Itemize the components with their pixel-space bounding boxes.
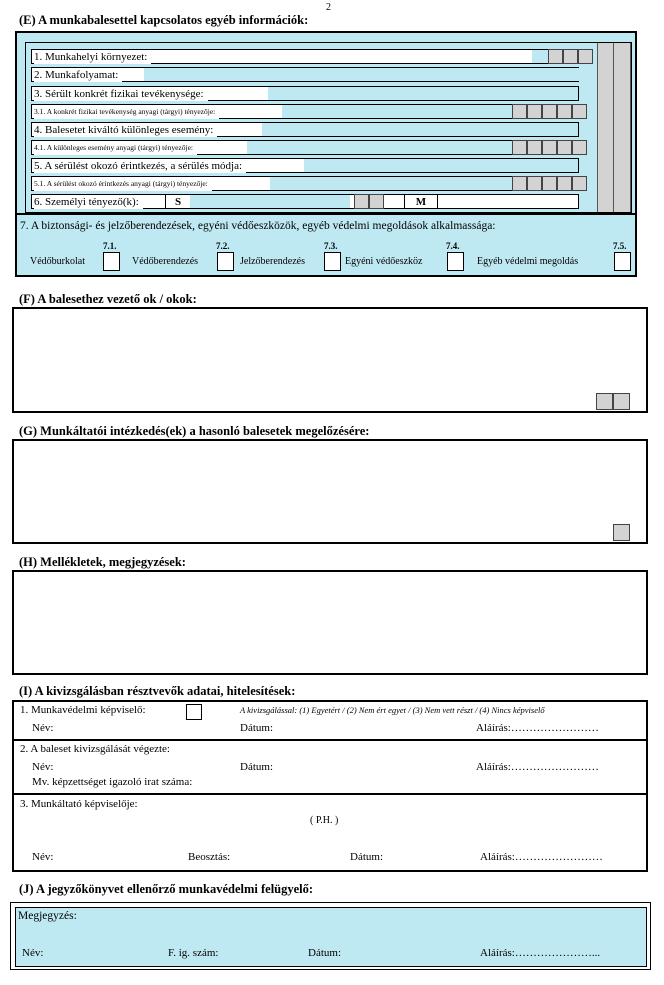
opt-7-2-checkbox[interactable] bbox=[217, 252, 234, 271]
divider bbox=[14, 739, 646, 741]
opt-7-1-num: 7.1. bbox=[103, 241, 117, 251]
code-cell[interactable] bbox=[542, 104, 557, 119]
section-f-title: (F) A balesethez vezető ok / okok: bbox=[19, 292, 197, 306]
code-cell[interactable] bbox=[572, 104, 587, 119]
row-work-process[interactable]: 2. Munkafolyamat: bbox=[31, 67, 579, 82]
inspector-name-label: Név: bbox=[22, 947, 44, 959]
opt-7-4-label: Egyéni védőeszköz bbox=[345, 256, 423, 267]
p3-position-label: Beosztás: bbox=[188, 851, 231, 863]
p2-cert-label: Mv. képzettséget igazoló irat száma: bbox=[32, 776, 193, 788]
item7-title: 7. A biztonsági- és jelzőberendezések, egyéni védőeszközök, egyéb védelmi megoldások alkalmassága: bbox=[20, 220, 496, 232]
opt-7-1-checkbox[interactable] bbox=[103, 252, 120, 271]
opt-7-3-num: 7.3. bbox=[324, 241, 338, 251]
inspector-remark-label: Megjegyzés: bbox=[18, 910, 77, 922]
code-cell[interactable] bbox=[578, 49, 593, 64]
opt-7-5-num: 7.5. bbox=[613, 241, 627, 251]
opt-7-2-num: 7.2. bbox=[216, 241, 230, 251]
code-cell[interactable] bbox=[512, 176, 527, 191]
row-special-event[interactable]: 4. Balesetet kiváltó különleges esemény: bbox=[31, 122, 579, 137]
section-i-title: (I) A kivizsgálásban résztvevők adatai, hitelesítések: bbox=[19, 684, 296, 698]
code-cell[interactable] bbox=[527, 176, 542, 191]
row-injury-contact[interactable]: 5. A sérülést okozó érintkezés, a sérülés módja: bbox=[31, 158, 579, 173]
causes-textarea[interactable] bbox=[12, 307, 648, 413]
p2-signature[interactable]: Aláírás:…………………… bbox=[476, 761, 599, 773]
opt-7-4-num: 7.4. bbox=[446, 241, 460, 251]
code-cell[interactable] bbox=[596, 393, 613, 410]
divider bbox=[14, 793, 646, 795]
p1-label: 1. Munkavédelmi képviselő: bbox=[20, 704, 146, 716]
code-cell[interactable] bbox=[512, 140, 527, 155]
code-column-a bbox=[597, 43, 614, 212]
opt-7-5-label: Egyéb védelmi megoldás bbox=[477, 256, 579, 267]
code-cell[interactable] bbox=[542, 140, 557, 155]
code-cell[interactable] bbox=[548, 49, 563, 64]
code-column-b bbox=[614, 43, 631, 212]
p3-name-label: Név: bbox=[32, 851, 54, 863]
attachments-textarea[interactable] bbox=[12, 570, 648, 675]
opt-7-1-label: Védőburkolat bbox=[30, 256, 85, 267]
p2-label: 2. A baleset kivizsgálását végezte: bbox=[20, 743, 170, 755]
section-h-title: (H) Mellékletek, megjegyzések: bbox=[19, 555, 186, 569]
opt-7-4-checkbox[interactable] bbox=[447, 252, 464, 271]
row-event-material-factor[interactable]: 4.1. A különleges esemény anyagi (tárgyi) tényezője: bbox=[31, 140, 579, 155]
opt-7-3-label: Jelzőberendezés bbox=[240, 256, 305, 267]
code-cell[interactable] bbox=[542, 176, 557, 191]
row-contact-material-factor[interactable]: 5.1. A sérülést okozó érintkezés anyagi (tárgyi) tényezője: bbox=[31, 176, 579, 191]
code-cell[interactable] bbox=[512, 104, 527, 119]
inspector-id-label: F. ig. szám: bbox=[168, 947, 219, 959]
code-cell[interactable] bbox=[527, 104, 542, 119]
code-cell[interactable] bbox=[557, 176, 572, 191]
p1-opinion-note: A kivizsgálással: (1) Egyetért / (2) Nem ért egyet / (3) Nem vett részt / (4) Nincs képviselő bbox=[240, 705, 545, 715]
p3-date-label: Dátum: bbox=[350, 851, 383, 863]
p2-date-label: Dátum: bbox=[240, 761, 273, 773]
section-g-title: (G) Munkáltatói intézkedés(ek) a hasonló balesetek megelőzésére: bbox=[19, 424, 370, 438]
code-cell[interactable] bbox=[527, 140, 542, 155]
inspector-date-label: Dátum: bbox=[308, 947, 341, 959]
row-work-environment[interactable]: 1. Munkahelyi környezet: bbox=[31, 49, 579, 64]
m-label: M bbox=[404, 195, 438, 208]
opt-7-2-label: Védőberendezés bbox=[132, 256, 199, 267]
row-physical-activity[interactable]: 3. Sérült konkrét fizikai tevékenysége: bbox=[31, 86, 579, 101]
s-label: S bbox=[165, 195, 191, 208]
p1-signature[interactable]: Aláírás:…………………… bbox=[476, 722, 599, 734]
row-personal-factor[interactable]: 6. Személyi tényező(k): S M bbox=[31, 194, 579, 209]
code-cell[interactable] bbox=[354, 194, 369, 209]
code-cell[interactable] bbox=[557, 140, 572, 155]
stamp-placeholder: ( P.H. ) bbox=[310, 815, 339, 826]
p1-opinion-checkbox[interactable] bbox=[186, 704, 202, 720]
code-cell[interactable] bbox=[613, 393, 630, 410]
opt-7-5-checkbox[interactable] bbox=[614, 252, 631, 271]
inspector-signature[interactable]: Aláírás:…………………... bbox=[480, 947, 601, 959]
code-cell[interactable] bbox=[557, 104, 572, 119]
p1-date-label: Dátum: bbox=[240, 722, 273, 734]
section-e-divider bbox=[15, 213, 637, 215]
p3-signature[interactable]: Aláírás:…………………… bbox=[480, 851, 603, 863]
code-cell[interactable] bbox=[572, 140, 587, 155]
measures-textarea[interactable] bbox=[12, 439, 648, 544]
code-cell[interactable] bbox=[572, 176, 587, 191]
code-cell[interactable] bbox=[613, 524, 630, 541]
page-number: 2 bbox=[326, 2, 331, 13]
p3-label: 3. Munkáltató képviselője: bbox=[20, 798, 138, 810]
code-cell[interactable] bbox=[369, 194, 384, 209]
section-j-title: (J) A jegyzőkönyvet ellenőrző munkavédelmi felügyelő: bbox=[19, 882, 314, 896]
code-cell[interactable] bbox=[563, 49, 578, 64]
p1-name-label: Név: bbox=[32, 722, 54, 734]
section-e-title: (E) A munkabalesettel kapcsolatos egyéb információk: bbox=[19, 13, 309, 27]
row-activity-material-factor[interactable]: 3.1. A konkrét fizikai tevékenység anyagi (tárgyi) tényezője: bbox=[31, 104, 579, 119]
opt-7-3-checkbox[interactable] bbox=[324, 252, 341, 271]
p2-name-label: Név: bbox=[32, 761, 54, 773]
